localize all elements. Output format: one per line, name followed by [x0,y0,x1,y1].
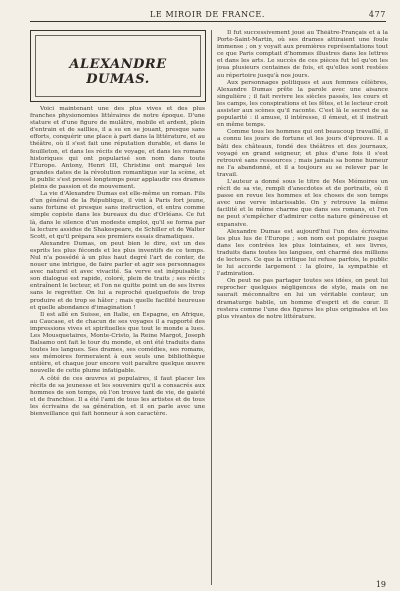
paragraph: L'auteur a donné sous le titre de Mes Mémoires un récit de sa vie, rempli d'anecdotes et de portraits, où il passe en revue les hommes et les choses de son temps avec une verve intarissable. On y retrouve la même facilité et le même charme que dans ses romans, et l'on ne peut s'empêcher d'admirer cette nature généreuse et expansive. [217,178,388,228]
paragraph: Alexandre Dumas, on peut bien le dire, est un des esprits les plus féconds et les plus inventifs de ce temps. Nul n'a possédé à un plus haut degré l'art de conter, de nouer une intrigue, de faire parler et agir ses personnages avec naturel et avec vivacité. Sa verve est inépuisable ; son dialogue est rapide, coloré, plein de traits ; ses récits entraînent le lecteur, et l'on ne quitte point un de ses livres sans le regretter. On lui a reproché quelquefois de trop produire et de trop se hâter ; mais quelle facilité heureuse et quelle abondance d'imagination ! [30,240,205,311]
running-header [30,8,386,22]
column-separator [211,30,212,585]
title-frame-inner [35,35,201,97]
paragraph: Il fut successivement joué au Théâtre-Français et à la Porte-Saint-Martin, où ses drames attiraient une foule immense ; on y voyait aux premières représentations tout ce que Paris comptait d'hommes illustres dans les lettres et dans les arts. Le succès de ces pièces fut tel qu'on les joua plusieurs centaines de fois, et qu'elles sont restées au répertoire jusqu'à nos jours. [217,30,388,79]
paragraph: A côté de ces œuvres si populaires, il faut placer les récits de sa jeunesse et les souvenirs qu'il a consacrés aux hommes de son temps, où l'on trouve tant de vie, de gaieté et de franchise. Il a été l'ami de tous les artistes et de tous les écrivains de sa génération, et il en parle avec une bienveillance qui fait honneur à son caractère. [30,375,205,418]
paragraph: Voici maintenant une des plus vives et des plus franches physionomies littéraires de notre époque. D'une stature et d'une figure de mulâtre, mobile et ardent, plein d'entrain et de saillies, il a su en se jouant, presque sans efforts, conquérir une place à part dans la littérature, et au théâtre, où il s'est fait une réputation durable, et dans le feuilleton, et dans les récits de voyage, et dans les romans historiques qui ont popularisé son nom dans toute l'Europe. Antony, Henri III, Christine ont marqué les grandes dates de la révolution romantique sur la scène, et le public s'est pressé longtemps pour applaudir ces drames pleins de passion et de mouvement. [30,106,205,191]
left-column [30,106,205,585]
paragraph: Il est allé en Suisse, en Italie, en Espagne, en Afrique, au Caucase, et de chacun de ses voyages il a rapporté des impressions vives et spirituelles que tout le monde a lues. Les Mousquetaires, Monte-Cristo, la Reine Margot, Joseph Balsamo ont fait le tour du monde, et ont été traduits dans toutes les langues. Ses drames, ses comédies, ses romans, ses mémoires formeraient à eux seuls une bibliothèque entière, et chaque jour encore voit paraître quelque œuvre nouvelle de cette plume infatigable. [30,311,205,375]
right-column [217,30,388,585]
signature-mark: 19 [375,580,386,589]
page-number: 477 [368,10,386,19]
paragraph: Aux personnages politiques et aux femmes célèbres, Alexandre Dumas prête la parole avec une aisance singulière ; il fait revivre les siècles passés, les cours et les camps, les conspirations et les fêtes, et le lecteur croit assister aux scènes qu'il raconte. C'est là le secret de sa popularité : il amuse, il intéresse, il émeut, et il instruit en même temps. [217,79,388,129]
header-rule [30,21,386,22]
paragraph: On peut ne pas partager toutes ses idées, on peut lui reprocher quelques négligences de style, mais on ne saurait méconnaître en lui un véritable conteur, un dramaturge habile, un homme d'esprit et de cœur. Il restera comme l'une des figures les plus originales et les plus vivantes de notre littérature. [217,278,388,320]
paragraph: Comme tous les hommes qui ont beaucoup travaillé, il a connu les jours de fortune et les jours d'épreuve. Il a bâti des châteaux, fondé des théâtres et des journaux, voyagé en grand seigneur, et plus d'une fois il s'est retrouvé sans ressources ; mais jamais sa bonne humeur ne l'a abandonné, et il a toujours su se relever par le travail. [217,129,388,178]
running-title: LE MIROIR DE FRANCE. [150,10,266,19]
title-frame [30,30,206,102]
paragraph: La vie d'Alexandre Dumas est elle-même un roman. Fils d'un général de la République, il vint à Paris fort jeune, sans fortune et presque sans instruction, et entra comme simple copiste dans les bureaux du duc d'Orléans. Ce fut là, dans le silence d'un modeste emploi, qu'il se forma par la lecture assidue de Shakespeare, de Schiller et de Walter Scott, et qu'il prépara ses premiers essais dramatiques. [30,191,205,240]
paragraph: Alexandre Dumas est aujourd'hui l'un des écrivains les plus lus de l'Europe ; son nom est populaire jusque dans les contrées les plus lointaines, et ses livres, traduits dans toutes les langues, ont charmé des millions de lecteurs. Ce que la critique lui refuse parfois, le public le lui accorde largement : la gloire, la sympathie et l'admiration. [217,228,388,278]
article-title: ALEXANDRE DUMAS. [69,57,167,87]
